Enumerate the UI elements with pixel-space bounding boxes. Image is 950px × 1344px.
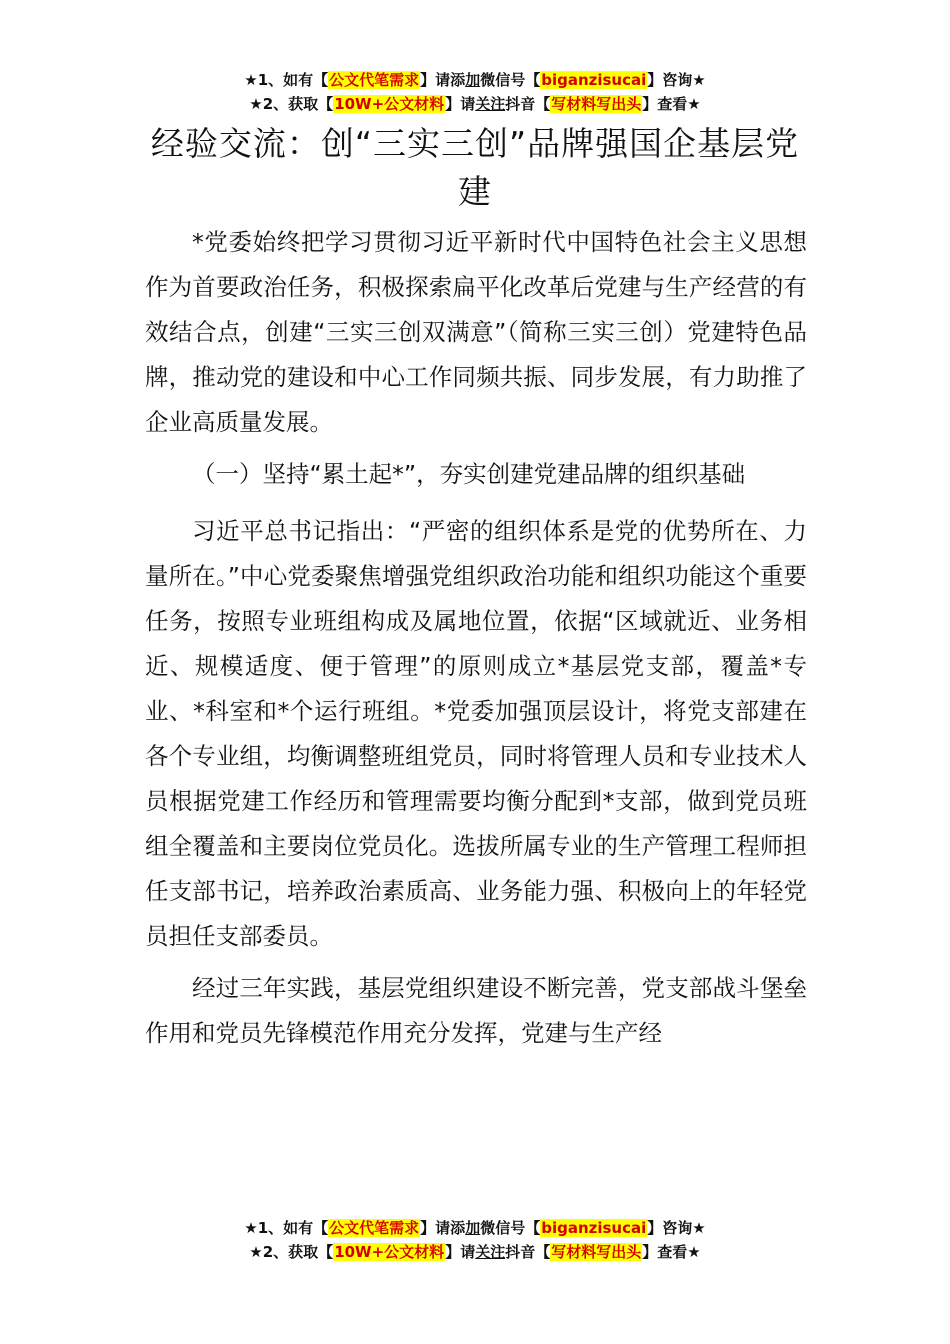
- promo-underline: 加: [465, 1219, 481, 1237]
- promo-highlight: 10W+公文材料: [334, 95, 445, 113]
- document-body: [145, 220, 807, 1063]
- promo-highlight: 写材料写出头: [551, 95, 642, 113]
- section-heading: （一）坚持“累土起*”，夯实创建党建品牌的组织基础: [192, 460, 746, 488]
- promo-underline: 加: [465, 71, 481, 89]
- promo-underline: 关注: [475, 95, 506, 113]
- promo-line-2: [0, 1240, 950, 1264]
- paragraph-body: 习近平总书记指出：“严密的组织体系是党的优势所在、力量所在。”中心党委聚焦增强党组织政治功能和组织功能这个重要任务，按照专业班组构成及属地位置，依据“区域就近、业务相近、规模适度、便于管理”的原则成立*基层党支部，覆盖*专业、*科室和*个运行班组。*党委加强顶层设计，将党支部建在各个专业组，均衡调整班组党员，同时将管理人员和专业技术人员根据党建工作经历和管理需要均衡分配到*支部，做到党员班组全覆盖和主要岗位党员化。选拔所属专业的生产管理工程师担任支部书记，培养政治素质高、业务能力强、积极向上的年轻党员担任支部委员。: [145, 517, 807, 950]
- promo-highlight: 公文代笔需求: [329, 1219, 420, 1237]
- promo-text: 】查看★: [642, 95, 701, 113]
- promo-text: 】请: [445, 95, 476, 113]
- promo-text: 】请添: [420, 1219, 466, 1237]
- paragraph-intro: *党委始终把学习贯彻习近平新时代中国特色社会主义思想作为首要政治任务，积极探索扁平化改革后党建与生产经营的有效结合点，创建“三实三创双满意”（简称三实三创）党建特色品牌，推动党的建设和中心工作同频共振、同步发展，有力助推了企业高质量发展。: [145, 228, 807, 436]
- promo-highlight: 公文代笔需求: [329, 71, 420, 89]
- promo-text: ★2、获取【: [249, 1243, 334, 1261]
- promo-text: 微信号【: [480, 1219, 541, 1237]
- promo-text: 】请: [445, 1243, 476, 1261]
- promo-text: 微信号【: [480, 71, 541, 89]
- promo-highlight: biganzisucai: [541, 71, 647, 89]
- promo-highlight: biganzisucai: [541, 1219, 647, 1237]
- promo-highlight: 10W+公文材料: [334, 1243, 445, 1261]
- paragraph-body: 经过三年实践，基层党组织建设不断完善，党支部战斗堡垒作用和党员先锋模范作用充分发挥，党建与生产经: [145, 974, 807, 1047]
- promo-text: 】请添: [420, 71, 466, 89]
- promo-text: ★1、如有【: [244, 1219, 329, 1237]
- promo-line-1: [0, 68, 950, 92]
- promo-text: ★2、获取【: [249, 95, 334, 113]
- promo-text: 】咨询★: [647, 71, 706, 89]
- promo-underline: 关注: [475, 1243, 506, 1261]
- promo-banner-top: [0, 68, 950, 116]
- promo-text: 】咨询★: [647, 1219, 706, 1237]
- promo-line-1: [0, 1216, 950, 1240]
- promo-highlight: 写材料写出头: [551, 1243, 642, 1261]
- promo-banner-bottom: [0, 1216, 950, 1264]
- promo-text: 抖音【: [505, 95, 551, 113]
- promo-text: ★1、如有【: [244, 71, 329, 89]
- promo-text: 】查看★: [642, 1243, 701, 1261]
- document-title: 经验交流：创“三实三创”品牌强国企基层党建: [150, 124, 800, 211]
- promo-line-2: [0, 92, 950, 116]
- promo-text: 抖音【: [505, 1243, 551, 1261]
